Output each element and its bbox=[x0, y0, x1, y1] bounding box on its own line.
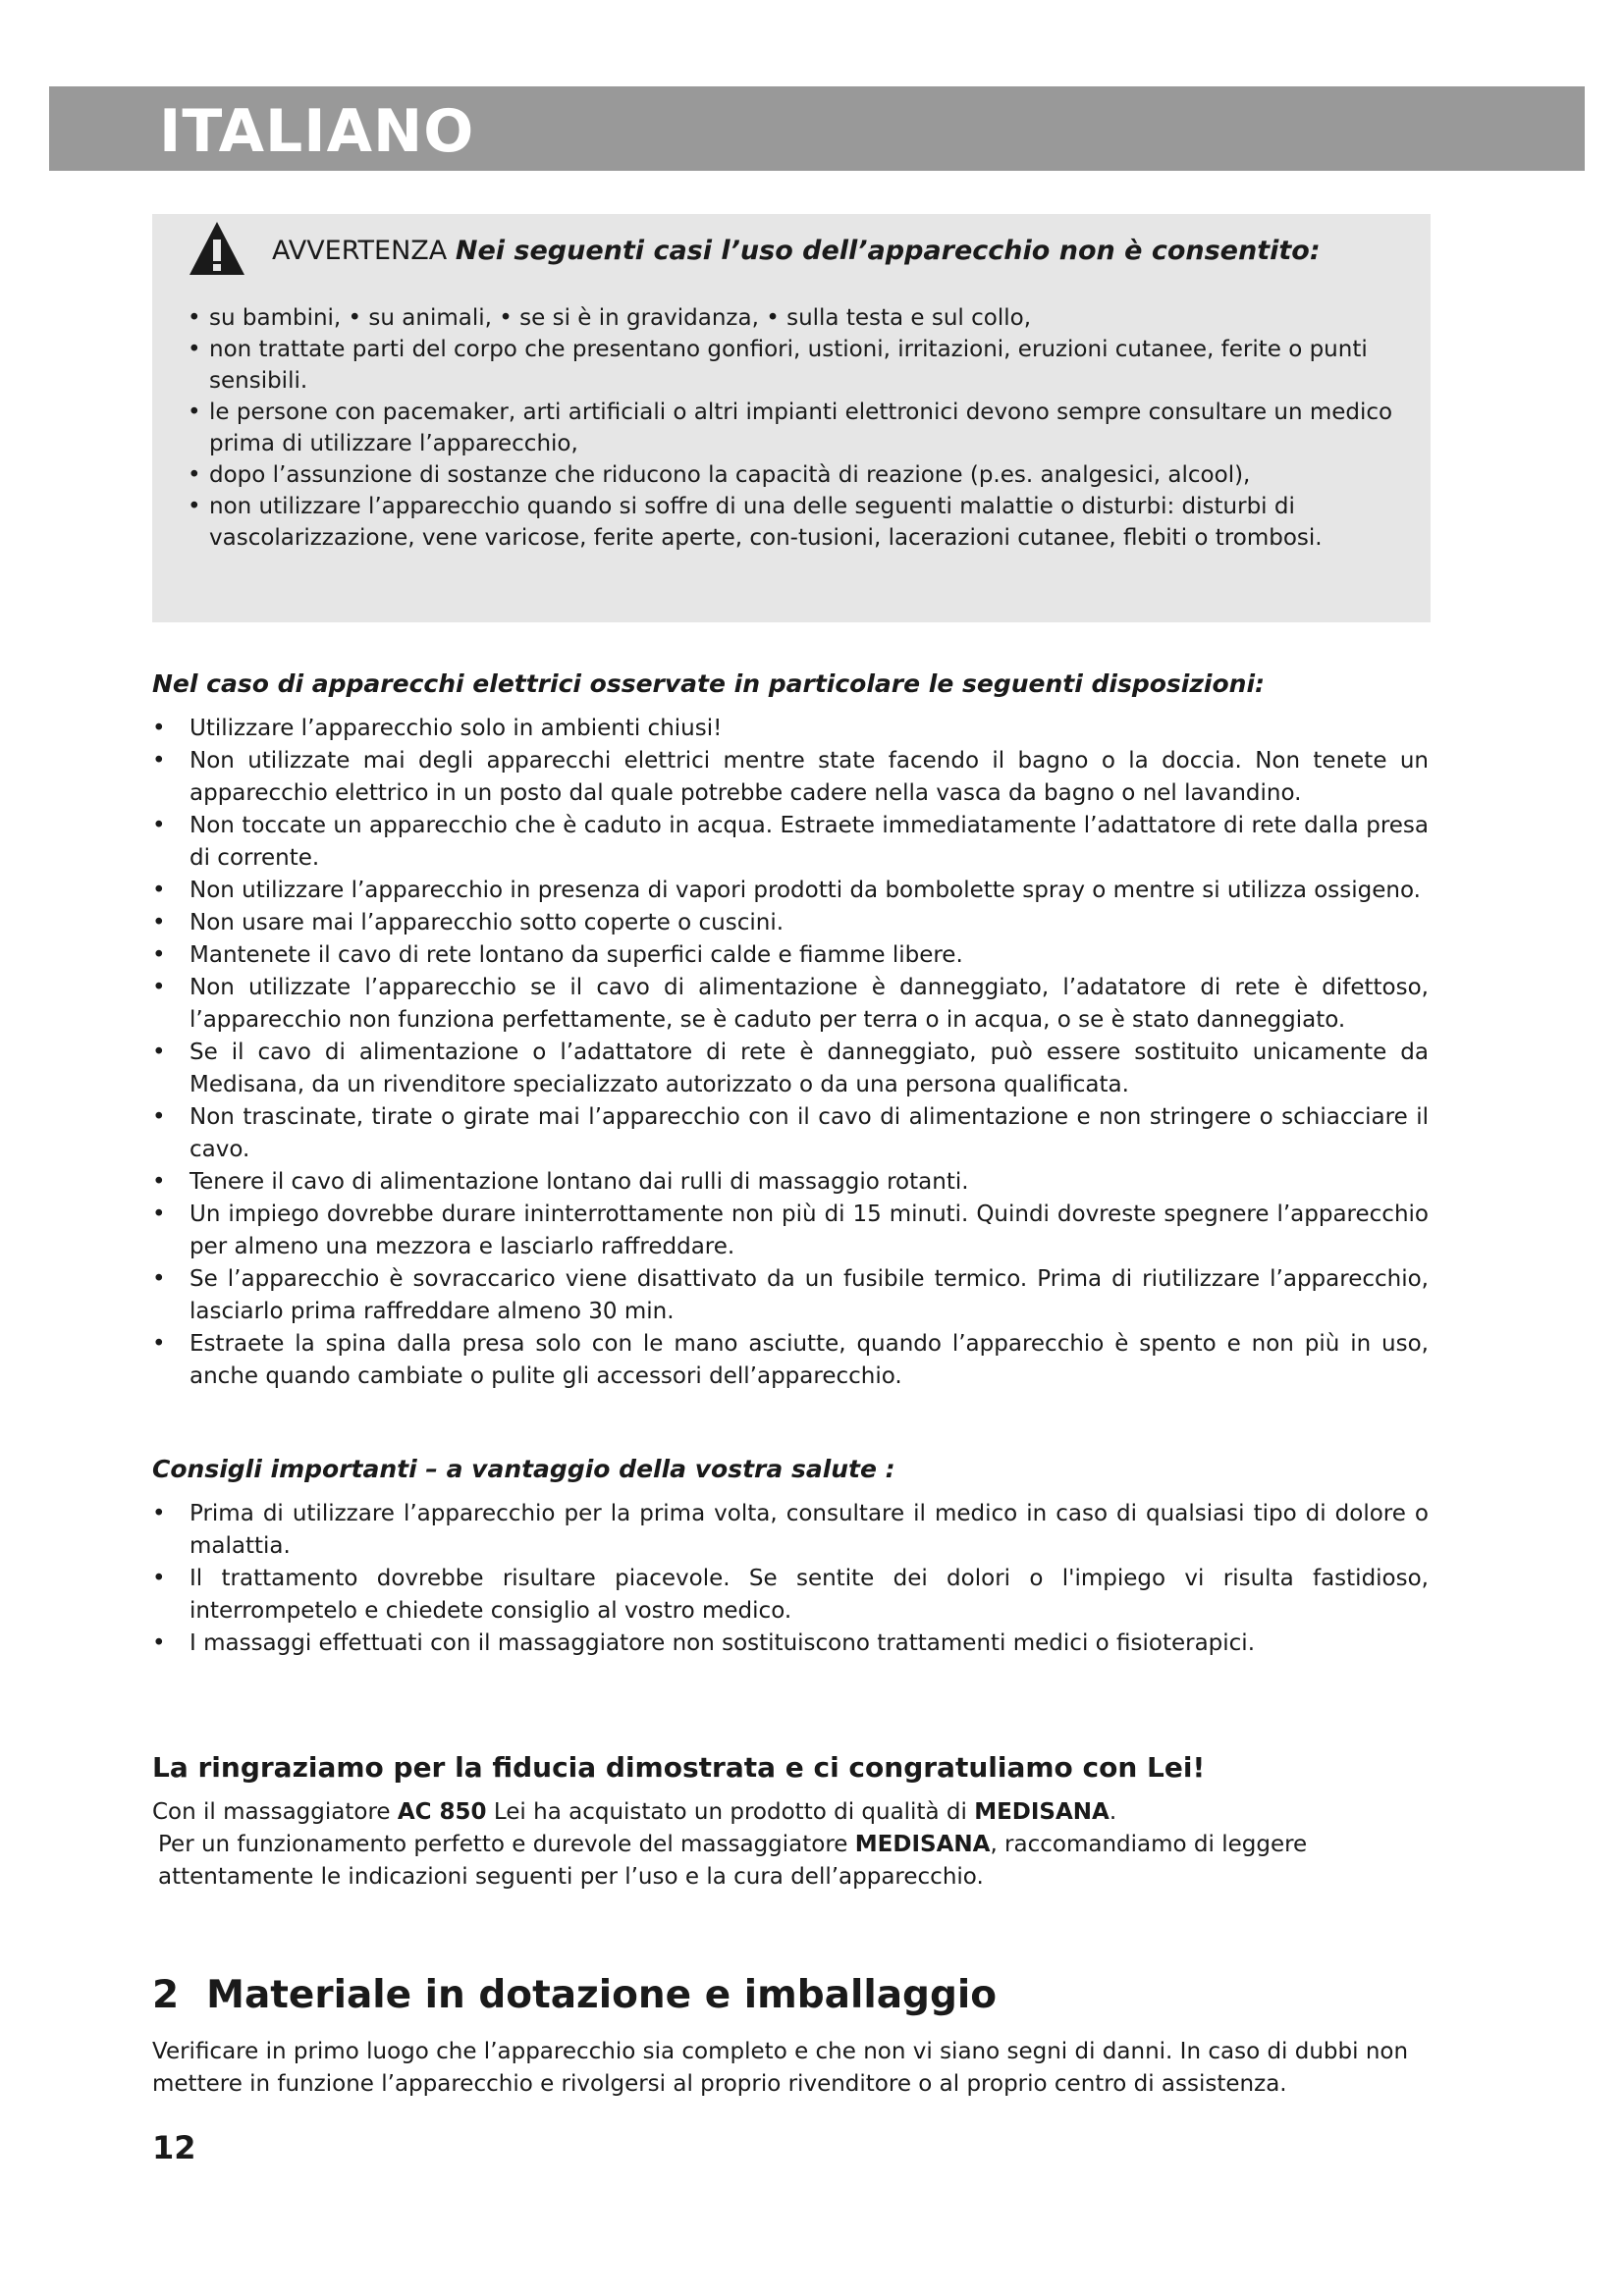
list-item: • dopo l’assunzione di sostanze che riducono la capacità di reazione (p.es. analgesici, alcool), bbox=[188, 459, 1415, 491]
list-item: • I massaggi effettuati con il massaggiatore non sostituiscono trattamenti medici o fisioterapici. bbox=[152, 1628, 1429, 1660]
brand-name: MEDISANA bbox=[974, 1799, 1110, 1825]
electrical-list bbox=[152, 713, 1429, 1393]
list-item: • Non trascinate, tirate o girate mai l’apparecchio con il cavo di alimentazione e non stringere o schiacciare il cavo. bbox=[152, 1101, 1429, 1166]
list-item: • Non utilizzate mai degli apparecchi elettrici mentre state facendo il bagno o la doccia. Non tenete un apparecchio elettrico in un posto dal quale potrebbe cadere nella vasca da bagno o nel lavandino. bbox=[152, 745, 1429, 810]
list-item: • le persone con pacemaker, arti artificiali o altri impianti elettronici devono sempre consultare un medico prima di utilizzare l’apparecchio, bbox=[188, 397, 1415, 459]
page-number: 12 bbox=[152, 2129, 196, 2166]
language-banner bbox=[49, 86, 1585, 171]
warning-label: AVVERTENZA bbox=[272, 236, 448, 266]
text-run: Con il massaggiatore bbox=[152, 1799, 398, 1825]
chapter-text: Verificare in primo luogo che l’apparecchio sia completo e che non vi siano segni di danni. In caso di dubbi non mettere in funzione l’apparecchio e rivolgersi al proprio rivenditore o al proprio centro di assistenza. bbox=[152, 2039, 1409, 2097]
chapter-heading bbox=[152, 1971, 997, 2020]
list-item: • non trattate parti del corpo che presentano gonfiori, ustioni, irritazioni, eruzioni cutanee, ferite o punti sensibili. bbox=[188, 334, 1415, 397]
list-item: • Se l’apparecchio è sovraccarico viene disattivato da un fusibile termico. Prima di riutilizzare l’apparecchio, lasciarlo prima raffreddare almeno 30 min. bbox=[152, 1263, 1429, 1328]
language-title: ITALIANO bbox=[159, 97, 475, 166]
warning-triangle-icon bbox=[188, 220, 246, 277]
list-item: • Estraete la spina dalla presa solo con le mano asciutte, quando l’apparecchio è spento e non più in uso, anche quando cambiate o pulite gli accessori dell’apparecchio. bbox=[152, 1328, 1429, 1393]
text-run: Per un funzionamento perfetto e durevole del massaggiatore bbox=[158, 1832, 855, 1857]
text-run: Lei ha acquistato un prodotto di qualità di bbox=[486, 1799, 975, 1825]
list-item: • Non toccate un apparecchio che è caduto in acqua. Estraete immediatamente l’adattatore di rete dalla presa di corrente. bbox=[152, 810, 1429, 875]
health-heading: Consigli importanti – a vantaggio della vostra salute : bbox=[152, 1455, 895, 1483]
warning-heading bbox=[272, 234, 1321, 269]
model-name: AC 850 bbox=[397, 1799, 487, 1825]
list-item: • non utilizzare l’apparecchio quando si soffre di una delle seguenti malattie o disturbi: disturbi di vascolarizzazione, vene varicose, ferite aperte, con-tusioni, lacerazioni cutanee, flebiti o trombosi. bbox=[188, 491, 1415, 554]
thanks-text bbox=[152, 1796, 1429, 1894]
thanks-line-1 bbox=[152, 1796, 1429, 1829]
warning-list bbox=[188, 302, 1415, 554]
thanks-heading: La ringraziamo per la fiducia dimostrata e ci congratuliamo con Lei! bbox=[152, 1751, 1206, 1784]
text-run: . bbox=[1109, 1799, 1117, 1825]
thanks-line-2 bbox=[152, 1829, 1429, 1894]
warning-box bbox=[152, 214, 1431, 622]
list-item: • Un impiego dovrebbe durare ininterrottamente non più di 15 minuti. Quindi dovreste spegnere l’apparecchio per almeno una mezzora e lasciarlo raffreddare. bbox=[152, 1199, 1429, 1263]
list-item: • Tenere il cavo di alimentazione lontano dai rulli di massaggio rotanti. bbox=[152, 1166, 1429, 1199]
chapter-number: 2 bbox=[152, 1973, 180, 2017]
list-item: • Mantenete il cavo di rete lontano da superfici calde e fiamme libere. bbox=[152, 939, 1429, 972]
health-list bbox=[152, 1498, 1429, 1660]
list-item: • Prima di utilizzare l’apparecchio per la prima volta, consultare il medico in caso di qualsiasi tipo di dolore o malattia. bbox=[152, 1498, 1429, 1563]
chapter-title: Materiale in dotazione e imballaggio bbox=[206, 1973, 998, 2017]
list-item: • Non utilizzate l’apparecchio se il cavo di alimentazione è danneggiato, l’adatatore di rete è difettoso, l’apparecchio non funziona perfettamente, se è caduto per terra o in acqua, o se è stato danneggiato. bbox=[152, 972, 1429, 1037]
list-item: • Il trattamento dovrebbe risultare piacevole. Se sentite dei dolori o l'impiego vi risulta fastidioso, interrompetelo e chiedete consiglio al vostro medico. bbox=[152, 1563, 1429, 1628]
brand-name: MEDISANA bbox=[854, 1832, 991, 1857]
text-run: , raccomandiamo di leggere attentamente le indicazioni seguenti per l’uso e la cura dell’apparecchio. bbox=[158, 1832, 1308, 1890]
list-item: • Se il cavo di alimentazione o l’adattatore di rete è danneggiato, può essere sostituito unicamente da Medisana, da un rivenditore specializzato autorizzato o da una persona qualificata. bbox=[152, 1037, 1429, 1101]
list-item: • Non usare mai l’apparecchio sotto coperte o cuscini. bbox=[152, 907, 1429, 939]
list-item: • Utilizzare l’apparecchio solo in ambienti chiusi! bbox=[152, 713, 1429, 745]
list-item: • Non utilizzare l’apparecchio in presenza di vapori prodotti da bombolette spray o mentre si utilizza ossigeno. bbox=[152, 875, 1429, 907]
list-item: • su bambini, • su animali, • se si è in gravidanza, • sulla testa e sul collo, bbox=[188, 302, 1415, 334]
warning-subtitle: Nei seguenti casi l’uso dell’apparecchio non è consentito: bbox=[455, 236, 1321, 266]
electrical-heading: Nel caso di apparecchi elettrici osservate in particolare le seguenti disposizioni: bbox=[152, 669, 1266, 698]
